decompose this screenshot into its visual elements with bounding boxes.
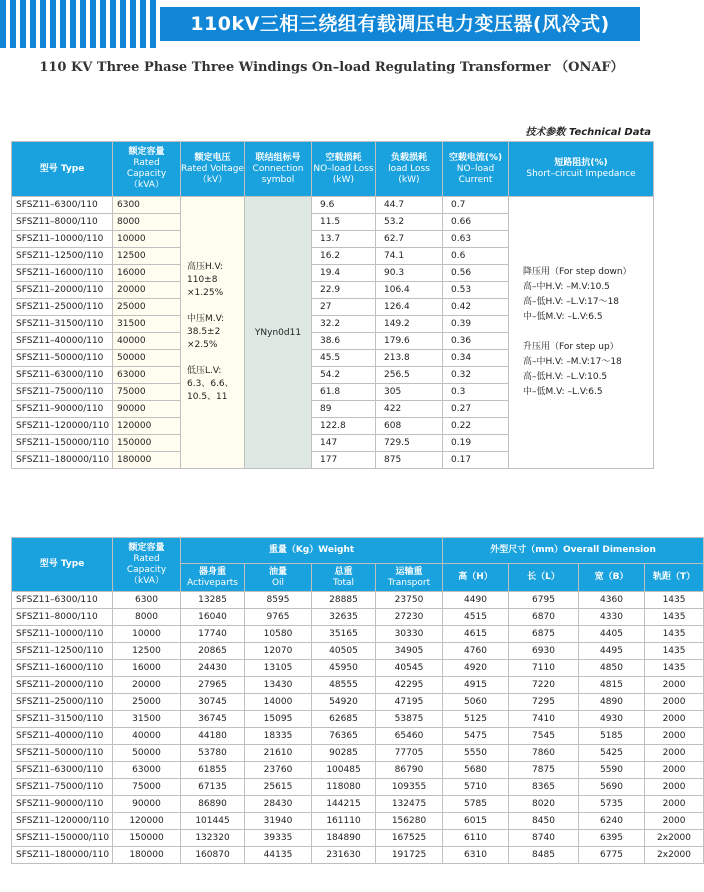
oil-cell: 13105	[245, 660, 312, 677]
model-cell: SFSZ11–75000/110	[12, 779, 113, 796]
width-cell: 4815	[579, 677, 645, 694]
activeparts-cell: 27965	[181, 677, 245, 694]
transport-cell: 23750	[376, 592, 443, 609]
noload-current-cell: 0.53	[443, 282, 509, 299]
capacity-cell: 90000	[113, 401, 181, 418]
load-loss-cell: 44.7	[376, 197, 443, 214]
capacity-cell: 20000	[113, 282, 181, 299]
model-cell: SFSZ11–150000/110	[12, 435, 113, 452]
transport-cell: 156280	[376, 813, 443, 830]
table-row	[12, 711, 704, 728]
length-cell: 7295	[509, 694, 579, 711]
total-cell: 32635	[312, 609, 376, 626]
noload-loss-cell: 16.2	[312, 248, 376, 265]
activeparts-cell: 13285	[181, 592, 245, 609]
total-cell: 144215	[312, 796, 376, 813]
activeparts-cell: 20865	[181, 643, 245, 660]
total-cell: 48555	[312, 677, 376, 694]
height-cell: 6110	[443, 830, 509, 847]
load-loss-cell: 90.3	[376, 265, 443, 282]
noload-loss-cell: 11.5	[312, 214, 376, 231]
length-cell: 6875	[509, 626, 579, 643]
gauge-header: 轨距（T）	[645, 564, 704, 592]
model-cell: SFSZ11–25000/110	[12, 694, 113, 711]
model-cell: SFSZ11–120000/110	[12, 418, 113, 435]
model-cell: SFSZ11–6300/110	[12, 197, 113, 214]
transport-cell: 40545	[376, 660, 443, 677]
model-cell: SFSZ11–75000/110	[12, 384, 113, 401]
transport-cell: 77705	[376, 745, 443, 762]
table-row	[12, 609, 704, 626]
noload-loss-cell: 61.8	[312, 384, 376, 401]
length-cell: 8020	[509, 796, 579, 813]
load-loss-cell: 106.4	[376, 282, 443, 299]
length-cell: 8365	[509, 779, 579, 796]
model-cell: SFSZ11–31500/110	[12, 316, 113, 333]
activeparts-cell: 44180	[181, 728, 245, 745]
noload-current-cell: 0.66	[443, 214, 509, 231]
noload-loss-cell: 32.2	[312, 316, 376, 333]
oil-cell: 10580	[245, 626, 312, 643]
load-loss-cell: 422	[376, 401, 443, 418]
width-cell: 5425	[579, 745, 645, 762]
connection-header: 联结组标号 Connection symbol	[245, 142, 312, 197]
page-title: 110kV三相三绕组有载调压电力变压器(风冷式)	[160, 7, 640, 41]
width-header: 宽（B）	[579, 564, 645, 592]
capacity-cell: 40000	[113, 728, 181, 745]
transport-header: 运输重 Transport	[376, 564, 443, 592]
table-row	[12, 830, 704, 847]
capacity-cell: 150000	[113, 435, 181, 452]
activeparts-cell: 160870	[181, 847, 245, 864]
capacity-cell: 25000	[113, 299, 181, 316]
capacity-cell: 31500	[113, 711, 181, 728]
model-cell: SFSZ11–20000/110	[12, 677, 113, 694]
model-cell: SFSZ11–40000/110	[12, 333, 113, 350]
transport-cell: 132475	[376, 796, 443, 813]
voltage-header: 额定电压 Rated Voltage （kV）	[181, 142, 245, 197]
capacity-header: 额定容量 Rated Capacity （kVA）	[113, 142, 181, 197]
activeparts-cell: 16040	[181, 609, 245, 626]
total-cell: 54920	[312, 694, 376, 711]
width-cell: 5735	[579, 796, 645, 813]
table-row	[12, 728, 704, 745]
length-cell: 7110	[509, 660, 579, 677]
page-subtitle: 110 KV Three Phase Three Windings On–load Regulating Transformer （ONAF）	[39, 60, 624, 75]
gauge-cell: 2000	[645, 711, 704, 728]
activeparts-cell: 17740	[181, 626, 245, 643]
total-cell: 35165	[312, 626, 376, 643]
capacity-cell: 31500	[113, 316, 181, 333]
noload-loss-cell: 9.6	[312, 197, 376, 214]
activeparts-cell: 24430	[181, 660, 245, 677]
activeparts-cell: 101445	[181, 813, 245, 830]
capacity-cell: 6300	[113, 197, 181, 214]
table-row	[12, 796, 704, 813]
length-header: 长（L）	[509, 564, 579, 592]
activeparts-cell: 36745	[181, 711, 245, 728]
total-header: 总重 Total	[312, 564, 376, 592]
gauge-cell: 2x2000	[645, 830, 704, 847]
height-cell: 4915	[443, 677, 509, 694]
load-loss-cell: 74.1	[376, 248, 443, 265]
noload-loss-cell: 45.5	[312, 350, 376, 367]
capacity-cell: 8000	[113, 214, 181, 231]
table-row	[12, 779, 704, 796]
capacity-cell: 6300	[113, 592, 181, 609]
capacity-cell: 40000	[113, 333, 181, 350]
table-row	[12, 626, 704, 643]
gauge-cell: 1435	[645, 609, 704, 626]
total-cell: 231630	[312, 847, 376, 864]
width-cell: 4405	[579, 626, 645, 643]
height-cell: 5125	[443, 711, 509, 728]
transport-cell: 167525	[376, 830, 443, 847]
transport-cell: 34905	[376, 643, 443, 660]
noload-current-cell: 0.39	[443, 316, 509, 333]
height-cell: 5680	[443, 762, 509, 779]
noload-current-cell: 0.56	[443, 265, 509, 282]
height-cell: 4515	[443, 609, 509, 626]
activeparts-cell: 67135	[181, 779, 245, 796]
table-row	[12, 694, 704, 711]
noload-current-cell: 0.17	[443, 452, 509, 469]
oil-cell: 23760	[245, 762, 312, 779]
gauge-cell: 2000	[645, 745, 704, 762]
oil-cell: 25615	[245, 779, 312, 796]
noload-loss-cell: 22.9	[312, 282, 376, 299]
width-cell: 4890	[579, 694, 645, 711]
capacity-cell: 75000	[113, 779, 181, 796]
capacity-cell: 10000	[113, 231, 181, 248]
transport-cell: 86790	[376, 762, 443, 779]
noload-loss-cell: 54.2	[312, 367, 376, 384]
width-cell: 4360	[579, 592, 645, 609]
transport-cell: 65460	[376, 728, 443, 745]
load-loss-cell: 608	[376, 418, 443, 435]
noload-loss-cell: 122.8	[312, 418, 376, 435]
height-cell: 4920	[443, 660, 509, 677]
total-cell: 45950	[312, 660, 376, 677]
length-cell: 7545	[509, 728, 579, 745]
noload-loss-cell: 19.4	[312, 265, 376, 282]
noload-current-cell: 0.36	[443, 333, 509, 350]
height-cell: 6015	[443, 813, 509, 830]
noload-current-header: 空载电流(%) NO–load Current	[443, 142, 509, 197]
transport-cell: 191725	[376, 847, 443, 864]
load-loss-cell: 729.5	[376, 435, 443, 452]
model-cell: SFSZ11–8000/110	[12, 214, 113, 231]
activeparts-cell: 53780	[181, 745, 245, 762]
model-cell: SFSZ11–10000/110	[12, 626, 113, 643]
length-cell: 6795	[509, 592, 579, 609]
total-cell: 184890	[312, 830, 376, 847]
noload-current-cell: 0.19	[443, 435, 509, 452]
total-cell: 40505	[312, 643, 376, 660]
total-cell: 90285	[312, 745, 376, 762]
rated-voltage-cell: 高压H.V: 110±8 ×1.25% 中压M.V: 38.5±2 ×2.5% 低压L.V: 6.3、6.6、 10.5、11	[181, 197, 245, 469]
width-cell: 6395	[579, 830, 645, 847]
oil-cell: 18335	[245, 728, 312, 745]
capacity-cell: 180000	[113, 452, 181, 469]
activeparts-cell: 86890	[181, 796, 245, 813]
height-cell: 5475	[443, 728, 509, 745]
capacity-cell: 120000	[113, 418, 181, 435]
transport-cell: 27230	[376, 609, 443, 626]
model-cell: SFSZ11–180000/110	[12, 452, 113, 469]
model-cell: SFSZ11–31500/110	[12, 711, 113, 728]
length-cell: 7875	[509, 762, 579, 779]
oil-cell: 12070	[245, 643, 312, 660]
gauge-cell: 2000	[645, 813, 704, 830]
total-cell: 161110	[312, 813, 376, 830]
gauge-cell: 2000	[645, 694, 704, 711]
technical-data-label: 技术参数 Technical Data	[525, 127, 651, 138]
weight-group-header: 重量（Kg）Weight	[181, 538, 443, 564]
oil-header: 油量 Oil	[245, 564, 312, 592]
capacity-cell: 10000	[113, 626, 181, 643]
oil-cell: 39335	[245, 830, 312, 847]
capacity-cell: 120000	[113, 813, 181, 830]
dimension-group-header: 外型尺寸（mm）Overall Dimension	[443, 538, 704, 564]
model-cell: SFSZ11–63000/110	[12, 762, 113, 779]
height-cell: 4615	[443, 626, 509, 643]
height-cell: 5785	[443, 796, 509, 813]
noload-loss-cell: 147	[312, 435, 376, 452]
width-cell: 5590	[579, 762, 645, 779]
model-cell: SFSZ11–63000/110	[12, 367, 113, 384]
height-cell: 5710	[443, 779, 509, 796]
capacity-cell: 12500	[113, 643, 181, 660]
capacity-cell: 63000	[113, 367, 181, 384]
noload-current-cell: 0.32	[443, 367, 509, 384]
load-loss-cell: 179.6	[376, 333, 443, 350]
oil-cell: 44135	[245, 847, 312, 864]
noload-current-cell: 0.34	[443, 350, 509, 367]
height-cell: 6310	[443, 847, 509, 864]
total-cell: 76365	[312, 728, 376, 745]
type-header: 型号 Type	[12, 142, 113, 197]
noload-current-cell: 0.63	[443, 231, 509, 248]
capacity-cell: 16000	[113, 660, 181, 677]
height-cell: 4490	[443, 592, 509, 609]
length-cell: 6870	[509, 609, 579, 626]
activeparts-header: 器身重 Activeparts	[181, 564, 245, 592]
capacity-cell: 8000	[113, 609, 181, 626]
width-cell: 6775	[579, 847, 645, 864]
width-cell: 6240	[579, 813, 645, 830]
model-cell: SFSZ11–20000/110	[12, 282, 113, 299]
width-cell: 4330	[579, 609, 645, 626]
load-loss-cell: 305	[376, 384, 443, 401]
capacity-header: 额定容量 Rated Capacity （kVA）	[113, 538, 181, 592]
model-cell: SFSZ11–10000/110	[12, 231, 113, 248]
width-cell: 4495	[579, 643, 645, 660]
transport-cell: 47195	[376, 694, 443, 711]
impedance-cell: 降压用（For step down） 高–中H.V: –M.V:10.5 高–低H.V: –L.V:17～18 中–低M.V: –L.V:6.5 升压用（For step up） 高–中H.V: –M.V:17～18 高–低H.V: –L.V:10.5 中–低M.V: –L.V:6.5	[509, 197, 654, 469]
capacity-cell: 12500	[113, 248, 181, 265]
activeparts-cell: 61855	[181, 762, 245, 779]
gauge-cell: 2000	[645, 728, 704, 745]
capacity-cell: 63000	[113, 762, 181, 779]
load-loss-cell: 149.2	[376, 316, 443, 333]
transport-cell: 30330	[376, 626, 443, 643]
capacity-cell: 90000	[113, 796, 181, 813]
noload-loss-cell: 177	[312, 452, 376, 469]
height-header: 高（H）	[443, 564, 509, 592]
title-banner	[0, 0, 663, 48]
length-cell: 8450	[509, 813, 579, 830]
noload-current-cell: 0.27	[443, 401, 509, 418]
oil-cell: 9765	[245, 609, 312, 626]
oil-cell: 28430	[245, 796, 312, 813]
weight-dimension-table	[11, 537, 704, 864]
load-loss-cell: 875	[376, 452, 443, 469]
gauge-cell: 2000	[645, 779, 704, 796]
table2-header-row	[12, 538, 704, 564]
width-cell: 5185	[579, 728, 645, 745]
table1-header-row	[12, 142, 654, 197]
oil-cell: 31940	[245, 813, 312, 830]
table-row	[12, 197, 654, 214]
load-loss-cell: 126.4	[376, 299, 443, 316]
load-loss-cell: 62.7	[376, 231, 443, 248]
noload-loss-cell: 13.7	[312, 231, 376, 248]
oil-cell: 14000	[245, 694, 312, 711]
table-row	[12, 762, 704, 779]
length-cell: 7220	[509, 677, 579, 694]
gauge-cell: 1435	[645, 626, 704, 643]
length-cell: 7860	[509, 745, 579, 762]
height-cell: 5060	[443, 694, 509, 711]
total-cell: 100485	[312, 762, 376, 779]
table-row	[12, 813, 704, 830]
transport-cell: 109355	[376, 779, 443, 796]
capacity-cell: 16000	[113, 265, 181, 282]
gauge-cell: 2000	[645, 677, 704, 694]
oil-cell: 21610	[245, 745, 312, 762]
noload-current-cell: 0.7	[443, 197, 509, 214]
length-cell: 8740	[509, 830, 579, 847]
gauge-cell: 2000	[645, 762, 704, 779]
total-cell: 62685	[312, 711, 376, 728]
impedance-header: 短路阻抗(%) Short–circuit Impedance	[509, 142, 654, 197]
width-cell: 5690	[579, 779, 645, 796]
table-row	[12, 660, 704, 677]
electrical-parameters-table	[11, 141, 654, 469]
model-cell: SFSZ11–8000/110	[12, 609, 113, 626]
model-cell: SFSZ11–180000/110	[12, 847, 113, 864]
activeparts-cell: 132320	[181, 830, 245, 847]
total-cell: 28885	[312, 592, 376, 609]
table-row	[12, 677, 704, 694]
length-cell: 8485	[509, 847, 579, 864]
oil-cell: 13430	[245, 677, 312, 694]
table-row	[12, 745, 704, 762]
capacity-cell: 25000	[113, 694, 181, 711]
capacity-cell: 50000	[113, 745, 181, 762]
noload-loss-header: 空载损耗 NO–load Loss (kW)	[312, 142, 376, 197]
activeparts-cell: 30745	[181, 694, 245, 711]
length-cell: 7410	[509, 711, 579, 728]
noload-loss-cell: 27	[312, 299, 376, 316]
noload-current-cell: 0.22	[443, 418, 509, 435]
connection-symbol-cell: YNyn0d11	[245, 197, 312, 469]
model-cell: SFSZ11–90000/110	[12, 796, 113, 813]
type-header: 型号 Type	[12, 538, 113, 592]
capacity-cell: 20000	[113, 677, 181, 694]
model-cell: SFSZ11–40000/110	[12, 728, 113, 745]
table-row	[12, 643, 704, 660]
model-cell: SFSZ11–25000/110	[12, 299, 113, 316]
load-loss-cell: 53.2	[376, 214, 443, 231]
transport-cell: 53875	[376, 711, 443, 728]
noload-current-cell: 0.6	[443, 248, 509, 265]
model-cell: SFSZ11–120000/110	[12, 813, 113, 830]
gauge-cell: 1435	[645, 592, 704, 609]
capacity-cell: 75000	[113, 384, 181, 401]
oil-cell: 15095	[245, 711, 312, 728]
gauge-cell: 2x2000	[645, 847, 704, 864]
gauge-cell: 2000	[645, 796, 704, 813]
height-cell: 5550	[443, 745, 509, 762]
oil-cell: 8595	[245, 592, 312, 609]
transport-cell: 42295	[376, 677, 443, 694]
table-row	[12, 847, 704, 864]
noload-loss-cell: 38.6	[312, 333, 376, 350]
model-cell: SFSZ11–12500/110	[12, 248, 113, 265]
model-cell: SFSZ11–16000/110	[12, 265, 113, 282]
capacity-cell: 150000	[113, 830, 181, 847]
model-cell: SFSZ11–50000/110	[12, 350, 113, 367]
length-cell: 6930	[509, 643, 579, 660]
capacity-cell: 50000	[113, 350, 181, 367]
capacity-cell: 180000	[113, 847, 181, 864]
width-cell: 4850	[579, 660, 645, 677]
load-loss-header: 负载损耗 load Loss (kW)	[376, 142, 443, 197]
model-cell: SFSZ11–150000/110	[12, 830, 113, 847]
model-cell: SFSZ11–90000/110	[12, 401, 113, 418]
gauge-cell: 1435	[645, 660, 704, 677]
model-cell: SFSZ11–16000/110	[12, 660, 113, 677]
noload-current-cell: 0.3	[443, 384, 509, 401]
height-cell: 4760	[443, 643, 509, 660]
width-cell: 4930	[579, 711, 645, 728]
model-cell: SFSZ11–6300/110	[12, 592, 113, 609]
total-cell: 118080	[312, 779, 376, 796]
model-cell: SFSZ11–12500/110	[12, 643, 113, 660]
load-loss-cell: 256.5	[376, 367, 443, 384]
gauge-cell: 1435	[645, 643, 704, 660]
noload-current-cell: 0.42	[443, 299, 509, 316]
load-loss-cell: 213.8	[376, 350, 443, 367]
model-cell: SFSZ11–50000/110	[12, 745, 113, 762]
noload-loss-cell: 89	[312, 401, 376, 418]
table-row	[12, 592, 704, 609]
